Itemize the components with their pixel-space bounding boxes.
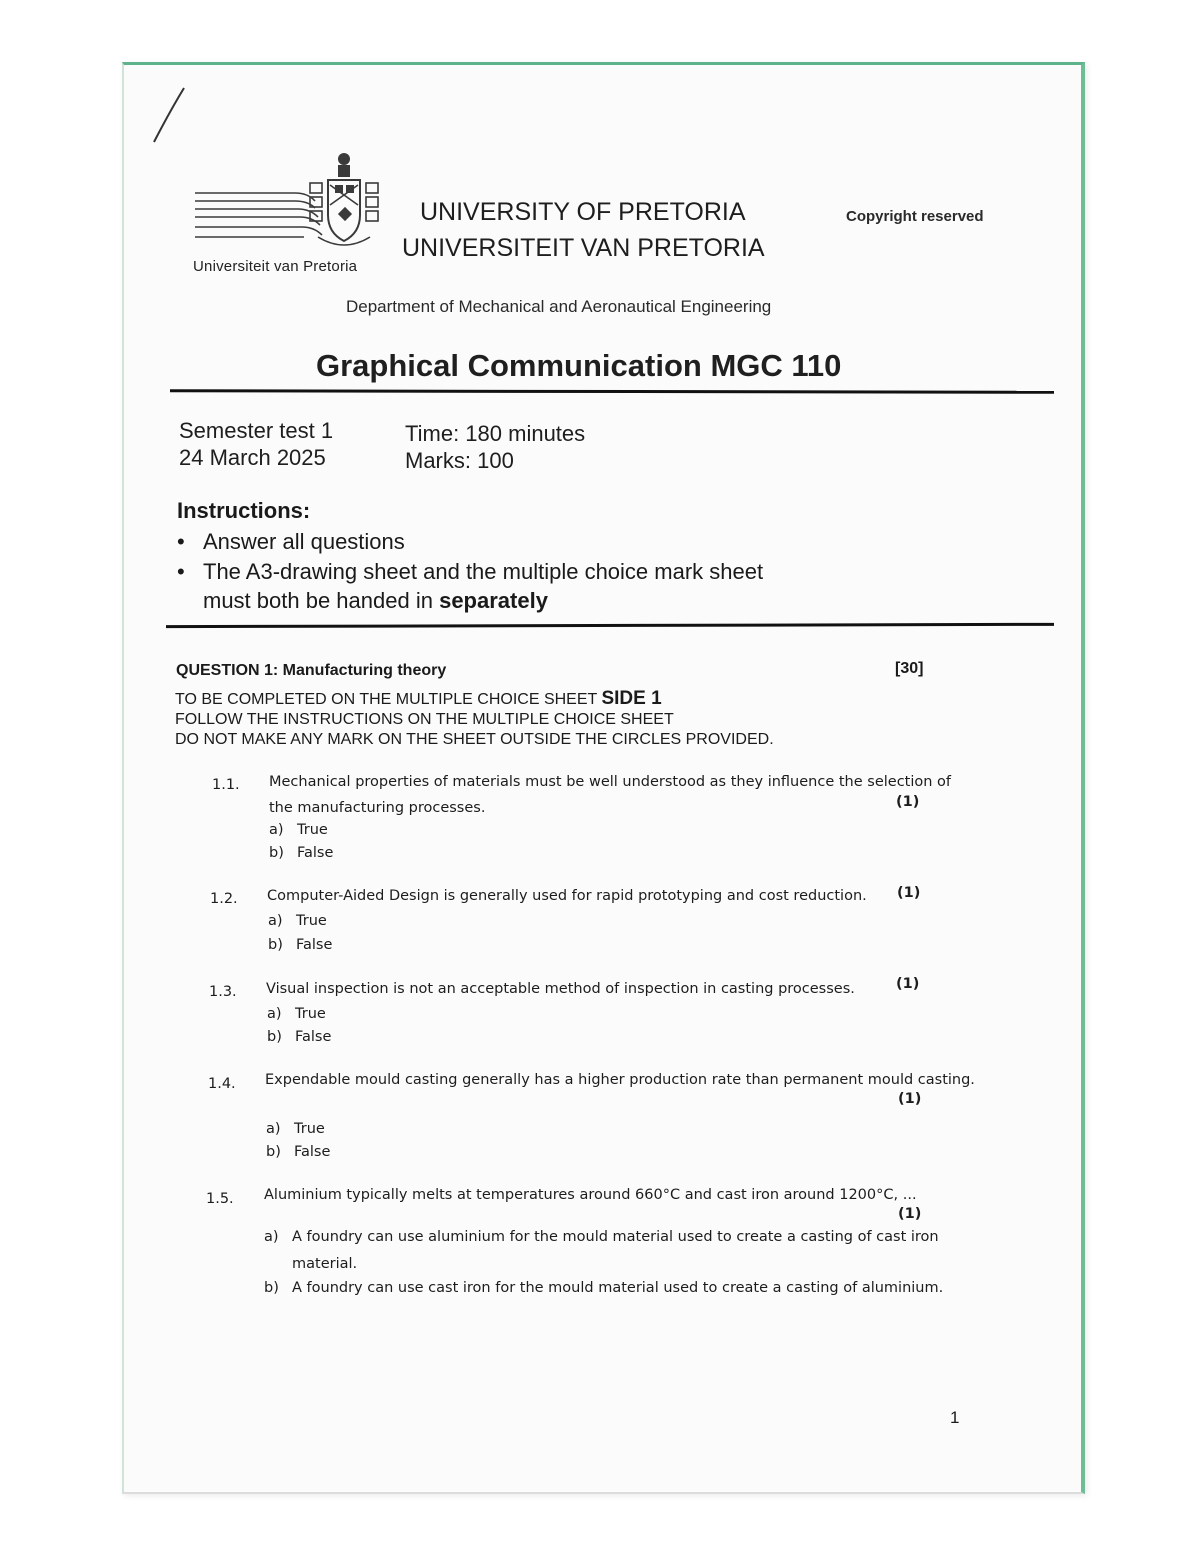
question-number: 1.3.	[209, 984, 237, 1000]
answer-option: a) True	[269, 822, 328, 838]
answer-option: b) False	[269, 845, 334, 861]
question-text: Computer-Aided Design is generally used for rapid prototyping and cost reduction.	[267, 888, 867, 904]
question-number: 1.4.	[208, 1076, 236, 1092]
answer-option: a) True	[267, 1006, 326, 1022]
question-mark: (1)	[898, 1091, 922, 1107]
instruction-item-continued: must both be handed in separately	[203, 588, 548, 613]
instruction-item: • The A3-drawing sheet and the multiple choice mark sheet	[177, 559, 764, 584]
answer-option: b) False	[267, 1029, 332, 1045]
test-marks: Marks: 100	[405, 448, 514, 473]
university-name-afrikaans: UNIVERSITEIT VAN PRETORIA	[402, 234, 765, 262]
question-instruction-line: TO BE COMPLETED ON THE MULTIPLE CHOICE SHEET SIDE 1	[175, 688, 662, 709]
department-name: Department of Mechanical and Aeronautical Engineering	[346, 297, 772, 316]
question-mark: (1)	[897, 885, 921, 901]
question-text: Expendable mould casting generally has a higher production rate than permanent mould casting.	[265, 1072, 975, 1088]
bullet-icon: •	[177, 529, 185, 554]
answer-option: b) A foundry can use cast iron for the mould material used to create a casting of aluminium.	[264, 1280, 944, 1296]
answer-option: a) True	[266, 1121, 325, 1137]
answer-option: b) False	[266, 1144, 331, 1160]
course-title: Graphical Communication MGC 110	[316, 348, 842, 383]
answer-option-continued: material.	[292, 1256, 358, 1272]
question-text: Aluminium typically melts at temperatures around 660°C and cast iron around 1200°C, ...	[264, 1187, 917, 1203]
question-number: 1.1.	[212, 777, 240, 793]
question-total-marks: [30]	[895, 660, 924, 677]
answer-option: a) A foundry can use aluminium for the mould material used to create a casting of cast iron	[264, 1229, 939, 1245]
question-number: 1.2.	[210, 891, 238, 907]
question-mark: (1)	[896, 976, 920, 992]
test-time: Time: 180 minutes	[405, 421, 586, 446]
university-name-english: UNIVERSITY OF PRETORIA	[420, 198, 746, 226]
question-mark: (1)	[896, 794, 920, 810]
question-text-continued: the manufacturing processes.	[269, 800, 486, 816]
question-instruction-line: DO NOT MAKE ANY MARK ON THE SHEET OUTSIDE THE CIRCLES PROVIDED.	[175, 731, 774, 748]
question-title: QUESTION 1: Manufacturing theory	[176, 662, 447, 679]
question-text: Mechanical properties of materials must be well understood as they influence the selection of	[269, 774, 952, 790]
question-number: 1.5.	[206, 1191, 234, 1207]
answer-option: b) False	[268, 937, 333, 953]
question-text: Visual inspection is not an acceptable method of inspection in casting processes.	[266, 981, 855, 997]
page-number: 1	[950, 1408, 960, 1427]
copyright-notice: Copyright reserved	[846, 208, 984, 225]
bullet-icon: •	[177, 559, 185, 584]
pen-stroke-mark	[150, 86, 190, 146]
instructions-heading: Instructions:	[177, 498, 311, 523]
answer-option: a) True	[268, 913, 327, 929]
university-crest-logo	[190, 145, 390, 275]
test-date: 24 March 2025	[179, 445, 326, 470]
side-1-emphasis: SIDE 1	[601, 688, 662, 709]
question-mark: (1)	[898, 1206, 922, 1222]
question-instruction-line: FOLLOW THE INSTRUCTIONS ON THE MULTIPLE CHOICE SHEET	[175, 711, 674, 728]
emphasis-separately: separately	[439, 588, 548, 613]
instruction-item: • Answer all questions	[177, 529, 405, 554]
test-name: Semester test 1	[179, 418, 334, 443]
logo-caption: Universiteit van Pretoria	[193, 258, 358, 275]
